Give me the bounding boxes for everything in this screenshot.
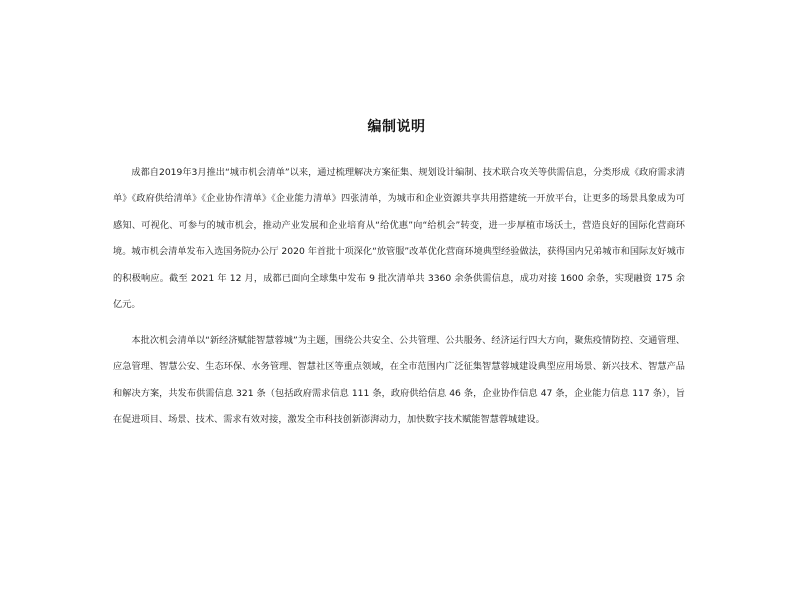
paragraph-batch-summary: 本批次机会清单以“新经济赋能智慧蓉城”为主题，围绕公共安全、公共管理、公共服务、经济运行四大方向，聚焦疫情防控、交通管理、应急管理、智慧公安、生态环保、水务管理、智慧社区等重点领域，在全市范围内广泛征集智慧蓉城建设典型应用场景、新兴技术、智慧产品和解决方案，共发布供需信息 321 条（包括政府需求信息 111 条，政府供给信息 46 条，企业协作信息 47 条，企业能力信息 117 条），旨在促进项目、场景、技术、需求有效对接，激发全市科技创新澎湃动力，加快数字技术赋能智慧蓉城建设。 (113, 335, 685, 426)
document-title: 编制说明 (367, 119, 426, 135)
paragraph-intro: 成都自2019年3月推出“城市机会清单”以来，通过梳理解决方案征集、规划设计编制、技术联合攻关等供需信息，分类形成《政府需求清单》《政府供给清单》《企业协作清单》《企业能力清单》四张清单，为城市和企业资源共享共用搭建统一开放平台，让更多的场景具象成为可感知、可视化、可参与的城市机会，推动产业发展和企业培育从“给优惠”向“给机会”转变，进一步厚植市场沃土，营造良好的国际化营商环境。城市机会清单发布入选国务院办公厅 2020 年首批十项深化“放管服”改革优化营商环境典型经验做法，获得国内兄弟城市和国际友好城市的积极响应。截至 2021 年 12 月，成都已面向全球集中发布 9 批次清单共 3360 余条供需信息，成功对接 1600 余条，实现融资 175 余亿元。 (113, 167, 685, 311)
